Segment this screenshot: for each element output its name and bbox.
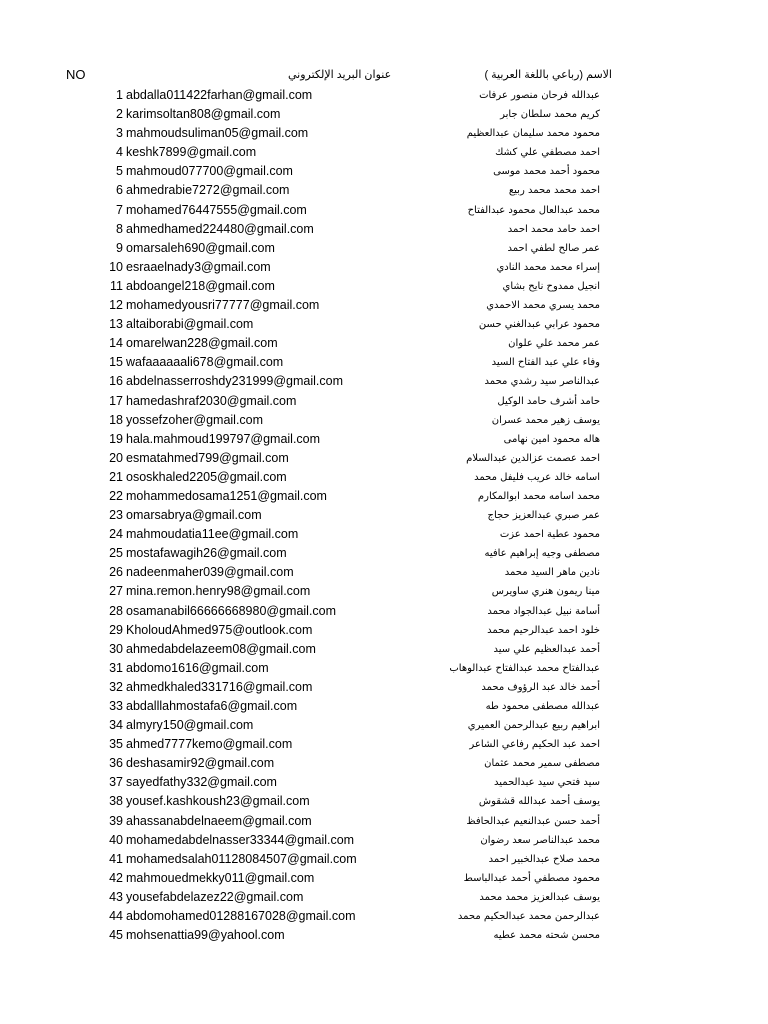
row-number: 25	[109, 546, 123, 561]
row-name: محمد عبدالعال محمود عبدالفتاح	[467, 204, 600, 216]
row-number: 9	[116, 240, 123, 255]
header-email: عنوان البريد الإلكتروني	[288, 69, 392, 81]
row-number: 37	[109, 775, 123, 790]
row-email: deshasamir92@gmail.com	[126, 756, 275, 771]
row-email: omarsabrya@gmail.com	[126, 508, 262, 523]
row-number: 16	[109, 374, 123, 389]
row-name: عمر محمد علي علوان	[508, 338, 600, 350]
row-email: abdomo1616@gmail.com	[126, 660, 269, 675]
row-name: محسن شحته محمد عطيه	[493, 930, 600, 942]
row-name: أحمد حسن عبدالنعيم عبدالحافظ	[466, 815, 600, 827]
row-email: keshk7899@gmail.com	[126, 145, 257, 160]
row-number: 13	[109, 317, 123, 332]
table-row	[0, 792, 768, 811]
row-email: osamanabil66666668980@gmail.com	[126, 603, 337, 618]
row-number: 23	[109, 508, 123, 523]
table-row	[0, 392, 768, 411]
row-name: محمود مصطفي أحمد عبدالباسط	[463, 872, 600, 884]
row-name: احمد عصمت عزالدين عبدالسلام	[466, 452, 600, 464]
table-row	[0, 869, 768, 888]
row-email: wafaaaaaali678@gmail.com	[126, 355, 284, 370]
row-number: 40	[109, 832, 123, 847]
row-number: 32	[109, 679, 123, 694]
row-email: karimsoltan808@gmail.com	[126, 107, 281, 122]
row-name: مصطفى وجيه إبراهيم عافيه	[484, 548, 600, 560]
row-number: 11	[110, 278, 123, 293]
table-row	[0, 678, 768, 697]
row-name: احمد حامد محمد احمد	[507, 223, 600, 235]
row-name: محمود أحمد محمد موسى	[493, 166, 600, 178]
row-name: عبدالله فرحان منصور عرفات	[479, 90, 600, 101]
row-number: 5	[116, 164, 123, 179]
header-no: NO	[66, 67, 86, 82]
row-name: وفاء علي عبد الفتاح السيد	[491, 357, 600, 369]
row-number: 43	[109, 889, 123, 904]
row-name: يوسف عبدالعزيز محمد محمد	[479, 891, 600, 903]
table-row	[0, 296, 768, 315]
row-number: 12	[109, 298, 123, 313]
table-row	[0, 181, 768, 200]
row-name: محمود محمد سليمان عبدالعظيم	[466, 128, 600, 140]
row-email: mahmouedmekky011@gmail.com	[126, 870, 315, 885]
row-name: سيد فتحي سيد عبدالحميد	[494, 777, 600, 789]
row-number: 28	[109, 603, 123, 618]
row-email: almyry150@gmail.com	[126, 718, 254, 733]
row-email: ahmedabdelazeem08@gmail.com	[126, 641, 316, 656]
row-email: mohammedosama1251@gmail.com	[126, 488, 327, 503]
row-name: عمر صبري عبدالعزيز حجاج	[487, 510, 600, 522]
row-number: 22	[109, 488, 123, 503]
row-number: 24	[109, 527, 123, 542]
row-name: ابراهيم ربيع عبدالرحمن العميري	[467, 720, 600, 732]
row-email: KholoudAhmed975@outlook.com	[126, 622, 313, 637]
table-row	[0, 105, 768, 124]
row-email: abdomohamed01288167028@gmail.com	[126, 909, 356, 924]
row-number: 14	[109, 336, 123, 351]
row-email: omarsaleh690@gmail.com	[126, 240, 275, 255]
row-name: يوسف أحمد عبدالله قشقوش	[478, 796, 600, 808]
table-row	[0, 659, 768, 678]
table-row	[0, 850, 768, 869]
table-row	[0, 468, 768, 487]
row-name: عمر صالح لطفي احمد	[507, 242, 600, 254]
table-row	[0, 449, 768, 468]
table-row	[0, 888, 768, 907]
table-row	[0, 621, 768, 640]
row-number: 27	[109, 584, 123, 599]
row-email: hala.mahmoud199797@gmail.com	[126, 431, 321, 446]
table-row	[0, 544, 768, 563]
row-name: خلود احمد عبدالرحيم محمد	[487, 624, 600, 636]
row-email: mostafawagih26@gmail.com	[126, 546, 287, 561]
table-row	[0, 239, 768, 258]
table-row	[0, 831, 768, 850]
row-number: 2	[116, 107, 123, 122]
row-name: هاله محمود امين نهامى	[503, 433, 600, 445]
table-row	[0, 277, 768, 296]
row-number: 26	[109, 565, 123, 580]
row-name: عبدالرحمن محمد عبدالحكيم محمد	[457, 911, 600, 923]
row-name: أسامة نبيل عبدالجواد محمد	[487, 605, 600, 617]
row-email: abdalla011422farhan@gmail.com	[126, 88, 313, 102]
table-body	[0, 86, 768, 945]
row-name: احمد مصطفي علي كشك	[495, 147, 600, 159]
row-name: أحمد عبدالعظيم علي سيد	[493, 643, 600, 655]
row-number: 35	[109, 737, 123, 752]
row-number: 21	[109, 469, 123, 484]
row-email: ahassanabdelnaeem@gmail.com	[126, 813, 312, 828]
row-email: abdalllahmostafa6@gmail.com	[126, 699, 298, 713]
table-row	[0, 602, 768, 621]
row-name: محمد اسامه محمد ابوالمكارم	[477, 490, 600, 502]
row-name: عبدالله مصطفى محمود طه	[485, 701, 600, 712]
row-email: ahmedhamed224480@gmail.com	[126, 221, 314, 236]
row-email: mohamedabdelnasser33344@gmail.com	[126, 832, 355, 847]
row-number: 3	[116, 126, 123, 141]
row-name: عبدالناصر سيد رشدي محمد	[484, 376, 600, 388]
table-row	[0, 697, 768, 716]
row-number: 33	[109, 699, 123, 713]
row-number: 42	[109, 870, 123, 885]
row-number: 41	[109, 851, 123, 866]
table-row	[0, 907, 768, 926]
row-name: إسراء محمد محمد النادي	[496, 261, 600, 273]
row-name: انجيل ممدوح نايح بشاي	[502, 280, 600, 292]
row-email: mahmoudatia11ee@gmail.com	[126, 527, 299, 542]
table-row	[0, 86, 768, 105]
table-row	[0, 487, 768, 506]
row-number: 1	[116, 88, 123, 102]
row-email: abdelnasserroshdy231999@gmail.com	[126, 374, 343, 389]
table-row	[0, 926, 768, 945]
row-name: محمد يسري محمد الاحمدي	[486, 300, 600, 312]
row-name: محمود عرابي عبدالغني حسن	[478, 319, 600, 331]
row-number: 8	[116, 221, 123, 236]
row-name: محمد عبدالناصر سعد رضوان	[480, 834, 600, 846]
table-row	[0, 258, 768, 277]
row-number: 34	[109, 718, 123, 733]
row-name: حامد أشرف حامد الوكيل	[497, 395, 600, 407]
row-email: sayedfathy332@gmail.com	[126, 775, 277, 790]
row-email: omarelwan228@gmail.com	[126, 336, 278, 351]
row-email: ososkhaled2205@gmail.com	[126, 469, 287, 484]
row-email: yousefabdelazez22@gmail.com	[126, 889, 304, 904]
table-row	[0, 430, 768, 449]
table-row	[0, 525, 768, 544]
row-name: احمد محمد محمد ربيع	[508, 185, 600, 197]
row-name: اسامه خالد عريب فليفل محمد	[474, 471, 600, 483]
row-email: ahmedrabie7272@gmail.com	[126, 183, 290, 198]
header-name: الاسم (رباعي باللغة العربية )	[484, 69, 612, 81]
row-email: mahmoud077700@gmail.com	[126, 164, 293, 179]
row-email: abdoangel218@gmail.com	[126, 278, 275, 293]
row-number: 31	[109, 660, 123, 675]
table-row	[0, 582, 768, 601]
row-email: yossefzoher@gmail.com	[126, 412, 264, 427]
table-row	[0, 716, 768, 735]
row-number: 45	[109, 928, 123, 943]
row-number: 10	[109, 259, 123, 274]
row-email: nadeenmaher039@gmail.com	[126, 565, 294, 580]
row-name: عبدالفتاح محمد عبدالفتاح عبدالوهاب	[449, 662, 600, 674]
row-number: 17	[109, 393, 123, 408]
table-row	[0, 201, 768, 220]
header-row	[0, 66, 768, 84]
row-number: 4	[116, 145, 123, 160]
row-name: محمد صلاح عبدالخبير احمد	[488, 853, 600, 865]
row-name: يوسف زهير محمد عسران	[491, 414, 600, 426]
table-row	[0, 143, 768, 162]
table-row	[0, 506, 768, 525]
table-row	[0, 315, 768, 334]
row-email: esraaelnady3@gmail.com	[126, 259, 271, 274]
row-number: 7	[116, 202, 123, 217]
row-name: مينا ريمون هنري ساويرس	[491, 586, 600, 598]
table-row	[0, 220, 768, 239]
row-number: 38	[109, 794, 123, 809]
row-number: 44	[109, 909, 123, 924]
row-number: 19	[109, 431, 123, 446]
row-number: 6	[116, 183, 123, 198]
row-name: أحمد خالد عبد الرؤوف محمد	[481, 681, 600, 693]
row-email: mina.remon.henry98@gmail.com	[126, 584, 311, 599]
row-email: yousef.kashkoush23@gmail.com	[126, 794, 310, 809]
table-row	[0, 334, 768, 353]
row-name: مصطفى سمير محمد عثمان	[484, 758, 600, 770]
row-email: mohsenattia99@yahool.com	[126, 928, 285, 943]
row-name: احمد عبد الحكيم رفاعي الشاعر	[469, 739, 600, 751]
table-row	[0, 372, 768, 391]
row-email: hamedashraf2030@gmail.com	[126, 393, 297, 408]
row-email: esmatahmed799@gmail.com	[126, 450, 289, 465]
row-email: mohamed76447555@gmail.com	[126, 202, 307, 217]
row-email: mohamedsalah01128084507@gmail.com	[126, 851, 357, 866]
row-email: ahmedkhaled331716@gmail.com	[126, 679, 313, 694]
table-row	[0, 353, 768, 372]
table-row	[0, 162, 768, 181]
table-row	[0, 735, 768, 754]
table-row	[0, 411, 768, 430]
table-row	[0, 640, 768, 659]
row-email: ahmed7777kemo@gmail.com	[126, 737, 293, 752]
table-row	[0, 773, 768, 792]
table-row	[0, 124, 768, 143]
row-number: 15	[109, 355, 123, 370]
row-number: 20	[109, 450, 123, 465]
row-email: mohamedyousri77777@gmail.com	[126, 298, 320, 313]
table-row	[0, 812, 768, 831]
row-name: محمود عطية احمد عزت	[499, 529, 600, 541]
row-number: 29	[109, 622, 123, 637]
row-name: كريم محمد سلطان جابر	[500, 109, 600, 121]
table-row	[0, 563, 768, 582]
row-number: 36	[109, 756, 123, 771]
row-email: altaiborabi@gmail.com	[126, 317, 254, 332]
row-number: 39	[109, 813, 123, 828]
row-email: mahmoudsuliman05@gmail.com	[126, 126, 309, 141]
table-row	[0, 754, 768, 773]
row-number: 18	[109, 412, 123, 427]
row-number: 30	[109, 641, 123, 656]
row-name: نادين ماهر السيد محمد	[504, 567, 600, 579]
